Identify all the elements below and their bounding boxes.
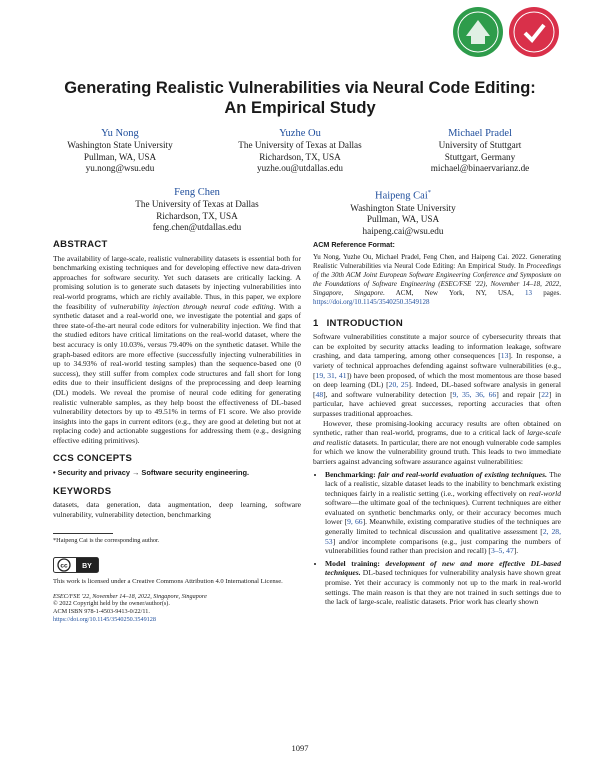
author-name: Feng Chen	[174, 187, 220, 198]
license-text: This work is licensed under a Creative Commons Attribution 4.0 International License.	[53, 578, 283, 586]
acm-doi-link[interactable]: https://doi.org/10.1145/3540250.3549128	[313, 297, 430, 306]
author-block	[400, 127, 560, 175]
author-block	[323, 186, 483, 237]
authors-row-1	[40, 127, 560, 175]
ccs-text: • Security and privacy → Software security engineering.	[53, 468, 250, 478]
left-column	[53, 240, 301, 623]
creative-commons-logo-icon[interactable]	[53, 557, 99, 573]
citation-link[interactable]: 48	[315, 389, 324, 399]
title-line-1: Generating Realistic Vulnerabilities via Neural Code Editing:	[64, 79, 536, 97]
list-item: • Model training: development of new and more effective DL-based techniques. DL-based techniques for vulnerability analysis have shown great promise. Yet their accuracy is commonly not up to the mark in real-world settings. The main reason is that they are not trained in such settings due to the lack of large-scale, realistic datasets. Prior work has clearly shown	[325, 559, 561, 607]
acm-reference-text: Yu Nong, Yuzhe Ou, Michael Pradel, Feng Chen, and Haipeng Cai. 2022. Generating Realistic Vulnerabilities via Neural Code Editing: An Empirical Study. In Proceedings of the 30th ACM Joint European Software Engineering Conference and Symposium on the Foundations of Software Engineering (ESEC/FSE '22), November 14–18, 2022, Singapore, Singapore. ACM, New York, NY, USA, 13 pages. https://doi.org/10.1145/3540250.3549128	[313, 252, 561, 306]
abstract-part: The availability of large-scale, realistic vulnerability datasets is essential both for benchmarking existing techniques and for developing effective new data-driven approaches for software security. Yet such datasets are critically lacking. A promising solution is to generate such datasets by injecting vulnerabilities into real-world programs, which are richly available. Thus, in this paper, we explore the feasibility of	[53, 253, 301, 311]
author-location: Pullman, WA, USA	[366, 214, 440, 224]
author-email: yuzhe.ou@utdallas.edu	[256, 163, 344, 173]
citation-link[interactable]: 20, 25	[388, 380, 409, 390]
author-name-text: Haipeng Cai	[374, 190, 428, 202]
title-line-2: An Empirical Study	[224, 99, 376, 117]
citation-link[interactable]: 9, 66	[347, 517, 363, 527]
pub-conference: ESEC/FSE '22, November 14–18, 2022, Singapore, Singapore	[53, 592, 207, 600]
author-affiliation: Washington State University	[67, 140, 173, 150]
publication-info	[53, 593, 301, 623]
keywords-text: datasets, data generation, data augmentation, deep learning, software vulnerability, vulnerability detection, benchmarking	[53, 500, 301, 519]
section-number: 1	[313, 317, 319, 329]
footnote: *Haipeng Cai is the corresponding author.	[53, 537, 160, 545]
citation-link[interactable]: 19, 31, 41	[315, 370, 347, 380]
abstract-emphasis: vulnerability injection through neural code editing	[110, 301, 274, 311]
barriers-list	[313, 470, 561, 607]
author-location: Stuttgart, Germany	[444, 151, 516, 162]
cc-logo-text: cc	[60, 562, 68, 570]
author-name: Yu Nong	[101, 128, 139, 139]
right-column	[313, 240, 561, 610]
page-number: 1097	[291, 743, 309, 753]
author-affiliation: Washington State University	[350, 202, 456, 213]
author-name: Yuzhe Ou	[279, 128, 321, 139]
intro-heading	[313, 319, 561, 329]
section-title: INTRODUCTION	[326, 317, 404, 329]
keywords-heading: KEYWORDS	[53, 485, 112, 497]
author-affiliation: The University of Texas at Dallas	[135, 199, 259, 209]
author-block	[220, 127, 380, 175]
cc-logo-sub: BY	[82, 563, 92, 571]
pub-isbn: ACM ISBN 978-1-4503-9413-0/22/11.	[53, 607, 150, 615]
authors-row-2	[40, 186, 560, 237]
ccs-heading: CCS CONCEPTS	[53, 453, 133, 465]
author-email: yu.nong@wsu.edu	[85, 163, 155, 173]
artifacts-available-badge-icon	[452, 6, 504, 58]
artifact-badges	[452, 6, 560, 58]
list-item: • Benchmarking: fair and real-world evaluation of existing techniques. The lack of a realistic, sizable dataset leads to the inability to benchmark existing techniques fairly in a realistic setting (i.e., working effectively on real-world software—the ultimate goal of the techniques). Current techniques are either evaluated on synthetic benchmarks only, or their accuracy becomes much lower [9, 66]. Meanwhile, existing comparative studies of the techniques are generally limited to technical discussion and qualitative assessment [2, 28, 53] and/or incomplete comparisons (e.g., just comparing the numbers of vulnerabilities found rather than precision and recall) [3–5, 47].	[325, 470, 561, 556]
author-location: Richardson, TX, USA	[156, 210, 238, 221]
abstract-text	[53, 254, 301, 446]
citation-link[interactable]: 22	[541, 389, 549, 399]
author-block	[40, 127, 200, 175]
author-affiliation: The University of Texas at Dallas	[238, 140, 362, 150]
author-name: Michael Pradel	[448, 128, 512, 139]
acm-reference-heading: ACM Reference Format:	[313, 240, 395, 249]
citation-link[interactable]: 13	[500, 351, 509, 361]
page-count-link[interactable]: 13	[525, 288, 532, 297]
pub-doi-link[interactable]: https://doi.org/10.1145/3540250.3549128	[53, 615, 156, 623]
intro-paragraph-2: However, these promising-looking accuracy results are often obtained on synthetic, rather than real-world, programs, due to a critical lack of large-scale and realistic datasets. In particular, there are not enough vulnerable code samples for which we know the vulnerability ground truth. This leads to two immediate barriers against advancing software assurance against vulnerabilities:	[313, 418, 561, 466]
abstract-part: . With a synthetic dataset and a real-world one, we investigate the potential and gaps of three state-of-the-art neural code editors for vulnerability injection. We find that the studied editors have critical limitations on the real-world dataset, where the best accuracy is only 10.03%, versus 79.40% on the synthetic dataset. While the graph-based editors are more effective (successfully injecting vulnerabilities in up to 34.93% of real-world testing samples) than the sequence-based one (0 success), they still suffer from complex code structures and fall short for long edits due to their insufficient designs of the preprocessing and deep learning (DL) models. We reveal the promise of neural code editing for generating realistic vulnerable samples, as they help boost the effectiveness of DL-based vulnerability detectors by up to 49.51% in terms of F1 score. We also provide insights into the gaps in current editors (e.g., they are good at deleting but not at replacing code) and actionable suggestions for addressing them (e.g., designing effective editing primitives).	[53, 301, 302, 445]
author-email: haipeng.cai@wsu.edu	[362, 225, 444, 236]
pub-copyright: © 2022 Copyright held by the owner/author(s).	[53, 600, 170, 608]
author-location: Richardson, TX, USA	[259, 151, 341, 162]
author-affiliation: University of Stuttgart	[438, 140, 522, 150]
author-name	[323, 186, 483, 203]
author-email: feng.chen@utdallas.edu	[152, 222, 242, 232]
author-block	[117, 186, 277, 237]
citation-link[interactable]: 2, 28, 53	[325, 527, 561, 546]
abstract-heading: ABSTRACT	[53, 239, 108, 250]
corresponding-author-mark: *	[427, 189, 432, 196]
footnote-divider	[53, 533, 113, 534]
paper-title	[40, 78, 560, 118]
author-email: michael@binaervarianz.de	[430, 163, 530, 173]
artifacts-evaluated-badge-icon	[508, 6, 560, 58]
intro-paragraph-1: Software vulnerabilities constitute a major source of cybersecurity threats that can be exploited by security attacks leading to information leakage, software crashing, and data tampering, among other consequences [13]. In response, a variety of technical approaches defending against software vulnerabilities (e.g., [19, 31, 41]) have been proposed, of which the most momentous are those based on deep learning (DL) [20, 25]. Indeed, DL-based software analysis in general [48], and software vulnerability detection [9, 35, 36, 66] and repair [22] in particular, have achieved great successes, reporting accuracies that often surpasses traditional approaches.	[313, 332, 562, 418]
citation-link[interactable]: 9, 35, 36, 66	[452, 389, 497, 399]
author-location: Pullman, WA, USA	[83, 151, 157, 162]
citation-link[interactable]: 3–5, 47	[490, 546, 514, 556]
